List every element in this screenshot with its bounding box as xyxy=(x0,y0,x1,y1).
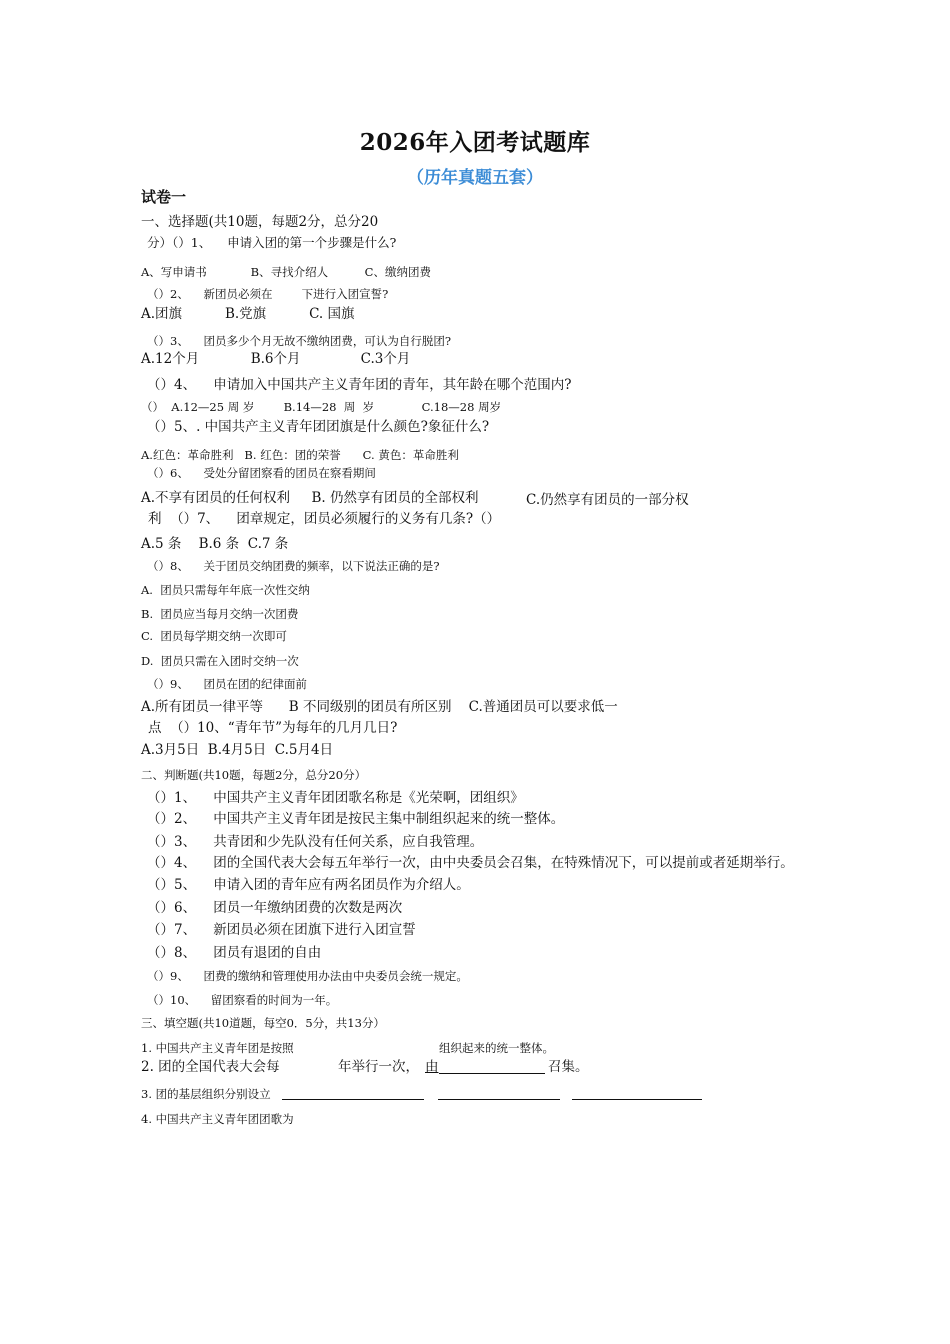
fill1-suffix: 组织起来的统一整体。 xyxy=(439,1041,554,1055)
q7-options: A.5 条 B.6 条 C.7 条 xyxy=(141,536,289,552)
document-subtitle: （历年真题五套） xyxy=(407,168,543,188)
fill4-prefix: 4. 中国共产主义青年团团歌为 xyxy=(141,1112,294,1126)
fill3-blank-2[interactable] xyxy=(438,1085,560,1100)
tf-item: （）1、 中国共产主义青年团团歌名称是《光荣啊，团组织》 xyxy=(147,790,524,806)
fill3-blank-3[interactable] xyxy=(572,1085,702,1100)
part3-heading: 三、填空题(共10道题，每空0．5分，共13分） xyxy=(141,1016,385,1030)
q4-options: （） A.12—25 周 岁 B.14—28 周 岁 C.18—28 周岁 xyxy=(141,400,502,414)
fill2-by: 由 xyxy=(425,1059,439,1075)
q8-option-d: D. 团员只需在入团时交纳一次 xyxy=(141,654,299,668)
fill2-middle: 年举行一次， xyxy=(338,1059,419,1075)
paper-label: 试卷一 xyxy=(141,188,187,206)
tf-item: （）6、 团员一年缴纳团费的次数是两次 xyxy=(147,900,403,916)
q10-options: A.3月5日 B.4月5日 C.5月4日 xyxy=(141,742,334,758)
q2-text: （）2、 新团员必须在 下进行入团宣誓? xyxy=(147,287,389,301)
q9-options: A.所有团员一律平等 B 不同级别的团员有所区别 C.普通团员可以要求低一 xyxy=(141,699,618,715)
q10-text: 点 （）10、“青年节”为每年的几月几日? xyxy=(148,720,398,736)
tf-item: （）3、 共青团和少先队没有任何关系，应自我管理。 xyxy=(147,834,484,850)
q1-options: A、写申请书 B、寻找介绍人 C、缴纳团费 xyxy=(141,265,431,279)
part2-heading: 二、判断题(共10题，每题2分，总分20分） xyxy=(141,768,367,782)
tf-item: （）10、 留团察看的时间为一年。 xyxy=(147,993,338,1007)
q6-option-c: C.仍然享有团员的一部分权 xyxy=(526,492,689,508)
part1-heading-q1: 分）（）1、 申请入团的第一个步骤是什么? xyxy=(147,235,397,250)
q7-text: 利 （）7、 团章规定，团员必须履行的义务有几条?（） xyxy=(148,511,501,527)
q5-options: A.红色：革命胜利 B. 红色：团的荣誉 C. 黄色：革命胜利 xyxy=(141,448,459,462)
q4-text: （）4、 申请加入中国共产主义青年团的青年，其年龄在哪个范围内? xyxy=(147,377,572,393)
tf-item: （）8、 团员有退团的自由 xyxy=(147,945,322,961)
q2-options: A.团旗 B.党旗 C. 国旗 xyxy=(141,306,355,322)
q3-options: A.12个月 B.6个月 C.3个月 xyxy=(141,351,411,367)
q6-options-ab: A.不享有团员的任何权利 B. 仍然享有团员的全部权利 xyxy=(141,490,479,506)
q8-option-b: B. 团员应当每月交纳一次团费 xyxy=(141,607,299,621)
fill2-suffix: 召集。 xyxy=(548,1059,589,1075)
tf-item: （）7、 新团员必须在团旗下进行入团宣誓 xyxy=(147,922,416,938)
tf-item: （）4、 团的全国代表大会每五年举行一次，由中央委员会召集，在特殊情况下，可以提前或者延期举行。 xyxy=(147,855,794,871)
fill2-blank[interactable] xyxy=(439,1059,545,1074)
q5-text: （）5、. 中国共产主义青年团团旗是什么颜色?象征什么? xyxy=(147,419,490,435)
fill3-blank-1[interactable] xyxy=(282,1085,424,1100)
fill1-prefix: 1. 中国共产主义青年团是按照 xyxy=(141,1041,294,1055)
q8-option-a: A. 团员只需每年年底一次性交纳 xyxy=(141,583,310,597)
fill2-prefix: 2. 团的全国代表大会每 xyxy=(141,1059,280,1075)
tf-item: （）2、 中国共产主义青年团是按民主集中制组织起来的统一整体。 xyxy=(147,811,565,827)
tf-item: （）9、 团费的缴纳和管理使用办法由中央委员会统一规定。 xyxy=(147,969,468,983)
q8-text: （）8、 关于团员交纳团费的频率，以下说法正确的是? xyxy=(147,559,440,573)
q3-text: （）3、 团员多少个月无故不缴纳团费，可认为自行脱团? xyxy=(147,334,452,348)
part1-heading: 一、选择题(共10题，每题2分，总分20 xyxy=(141,214,379,230)
q6-text: （）6、 受处分留团察看的团员在察看期间 xyxy=(147,466,376,480)
fill3-prefix: 3. 团的基层组织分别设立 xyxy=(141,1087,271,1101)
q9-text: （）9、 团员在团的纪律面前 xyxy=(147,677,307,691)
document-title: 2026年入团考试题库 xyxy=(359,129,591,156)
tf-item: （）5、 申请入团的青年应有两名团员作为介绍人。 xyxy=(147,877,470,893)
q8-option-c: C. 团员每学期交纳一次即可 xyxy=(141,629,287,643)
